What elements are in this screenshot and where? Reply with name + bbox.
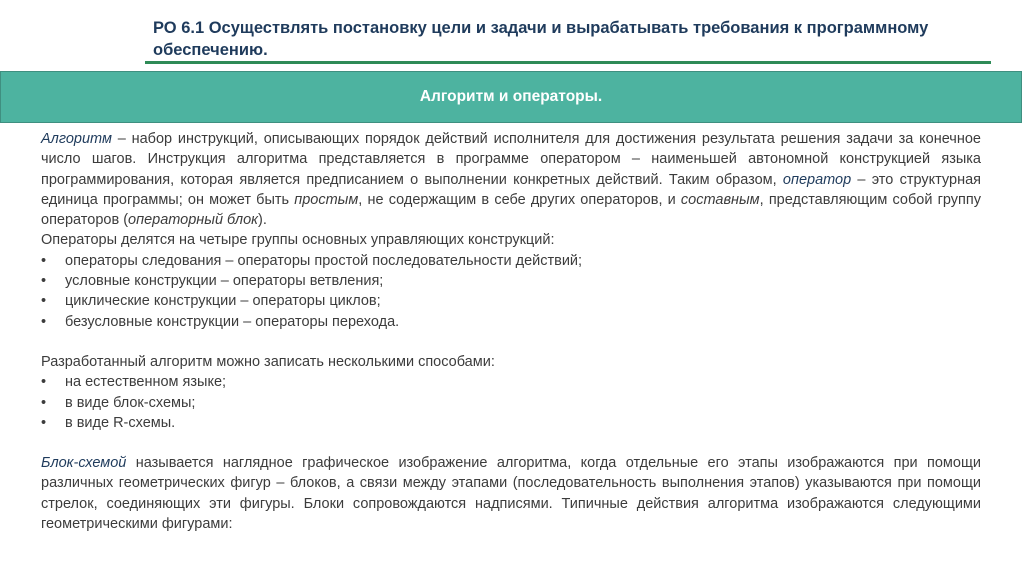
list-item: • на естественном языке;: [41, 372, 981, 392]
bullet-icon: •: [41, 414, 47, 431]
term-algorithm: Алгоритм: [41, 131, 112, 147]
term-operator: оператор: [782, 171, 852, 188]
bullet-icon: •: [41, 293, 47, 310]
methods-intro: Разработанный алгоритм можно записать несколькими способами:: [41, 353, 495, 370]
term-simple: простым: [294, 191, 359, 208]
paragraph-text: ).: [257, 212, 267, 229]
term-compound: составным: [680, 191, 760, 208]
bullet-icon: •: [41, 273, 47, 290]
bullet-icon: •: [41, 252, 47, 269]
slide-title: РО 6.1 Осуществлять постановку цели и задачи и вырабатывать требования к программному обеспечению.: [153, 19, 929, 59]
bullet-icon: •: [41, 374, 47, 391]
paragraph-text: – это структурная единица программы; он может быть: [41, 171, 981, 208]
paragraph-text: , представляющим собой группу операторов (: [41, 191, 981, 229]
term-operator-block: операторный блок: [128, 212, 258, 229]
list-item: • циклические конструкции – операторы циклов;: [41, 291, 981, 311]
notation-methods-list: [41, 372, 981, 433]
paragraph-text: – набор инструкций, описывающих порядок действий исполнителя для достижения результата решения задачи за конечное число шагов. Инструкция алгоритма представляется в программе оператором – наименьшей автономной конструкцией языка программирования, которая является предписанием о выполнении конкретных действий. Таким образом,: [41, 131, 981, 188]
term-flowchart: Блок-схемой: [41, 455, 127, 472]
list-item: • операторы следования – операторы простой последовательности действий;: [41, 251, 981, 271]
spacer: [41, 332, 981, 352]
bullet-icon: •: [41, 394, 47, 411]
flowchart-definition-paragraph: [41, 453, 981, 534]
list-item: • условные конструкции – операторы ветвления;: [41, 271, 981, 291]
paragraph-text: называется наглядное графическое изображение алгоритма, когда отдельные его этапы изображаются при помощи различных геометрических фигур – блоков, а связи между этапами (последовательность выполнения этапов) указываются при помощи стрелок, соединяющих эти фигуры. Блоки сопровождаются надписями. Типичные действия алгоритма изображаются следующими геометрическими фигурами:: [41, 455, 981, 533]
control-structures-list: [41, 251, 981, 332]
bullet-icon: •: [41, 313, 47, 330]
groups-intro: Операторы делятся на четыре группы основных управляющих конструкций:: [41, 232, 555, 249]
title-underline: [145, 61, 991, 64]
slide-content: [41, 129, 981, 534]
list-item: • в виде R-схемы.: [41, 413, 981, 433]
spacer: [41, 433, 981, 453]
paragraph-text: , не содержащим в себе других операторов, и: [358, 191, 681, 208]
section-banner: [0, 71, 1022, 123]
list-item: • в виде блок-схемы;: [41, 393, 981, 413]
list-item: • безусловные конструкции – операторы перехода.: [41, 312, 981, 332]
section-banner-title: Алгоритм и операторы.: [419, 88, 603, 105]
algorithm-definition-paragraph: [41, 129, 981, 230]
